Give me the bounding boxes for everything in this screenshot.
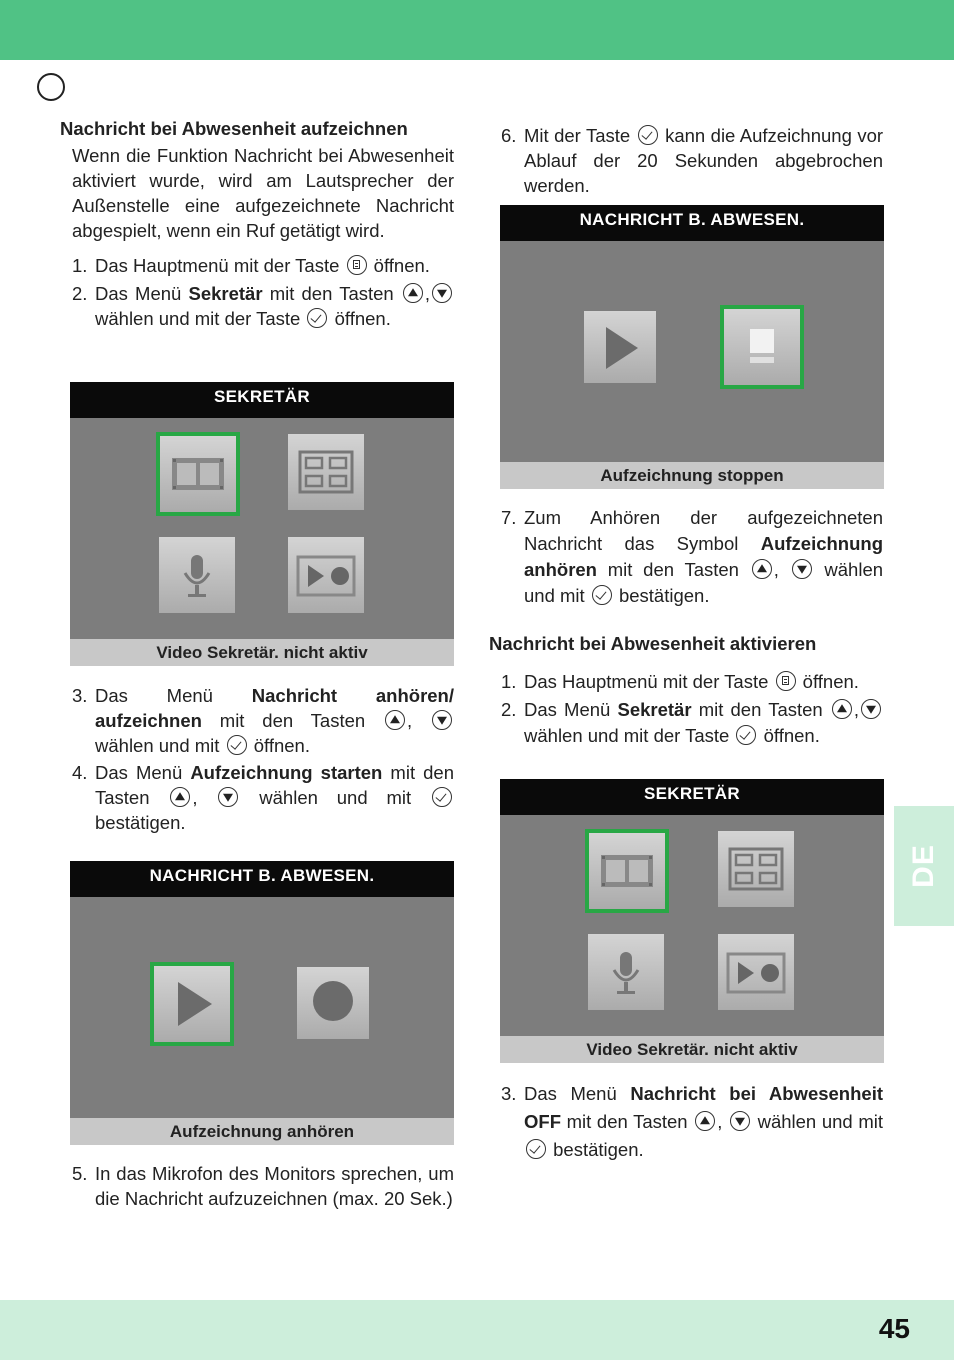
footer-bar xyxy=(0,1300,954,1360)
section-heading-activate: Nachricht bei Abwesenheit aktivieren xyxy=(489,633,817,654)
left-column xyxy=(60,116,454,331)
screen-status-footer: Video Sekretär. nicht aktiv xyxy=(500,1036,884,1063)
step-item: 3. Das Menü Nachricht anhören/ aufzeichnen mit den Tasten , wählen und mit öffnen. xyxy=(72,685,454,756)
video-play-icon[interactable] xyxy=(718,934,794,1010)
up-arrow-button-icon xyxy=(170,787,190,807)
screen-title: SEKRETÄR xyxy=(500,779,884,815)
intro-paragraph: Wenn die Funktion Nachricht bei Abwesenheit aktiviert wurde, wird am Lautsprecher der Außenstelle eine aufgezeichnete Nachricht abgespielt, wenn ein Ruf getätigt wird. xyxy=(72,145,454,241)
screen-title: NACHRICHT B. ABWESEN. xyxy=(500,205,884,241)
language-tab xyxy=(894,806,954,926)
screen-sekretaer-right xyxy=(500,779,884,1063)
ok-button-icon xyxy=(432,787,452,807)
play-icon[interactable] xyxy=(154,966,230,1042)
left-column-step5 xyxy=(60,1161,454,1211)
screen-status-footer: Video Sekretär. nicht aktiv xyxy=(70,639,454,666)
circle-marker xyxy=(37,73,65,101)
ok-button-icon xyxy=(736,725,756,745)
ok-button-icon xyxy=(526,1139,546,1159)
ok-button-icon xyxy=(638,125,658,145)
record-icon[interactable] xyxy=(297,967,369,1039)
down-arrow-button-icon xyxy=(432,283,452,303)
screen-sekretaer-left xyxy=(70,382,454,666)
down-arrow-button-icon xyxy=(218,787,238,807)
grid-icon[interactable] xyxy=(288,434,364,510)
step-item: 4. Das Menü Aufzeichnung starten mit den Tasten , wählen und mit bestätigen. xyxy=(72,762,455,833)
steps-list-record xyxy=(60,253,454,331)
microphone-icon[interactable] xyxy=(588,934,664,1010)
section-heading-record: Nachricht bei Abwesenheit aufzeichnen xyxy=(60,118,408,139)
steps-list-record-4 xyxy=(489,123,883,198)
steps-list-activate-2 xyxy=(489,1080,883,1164)
step-item: 3. Das Menü Nachricht bei Abwesenheit OFF mit den Tasten , wählen und mit bestätigen. xyxy=(501,1083,883,1160)
microphone-icon[interactable] xyxy=(159,537,235,613)
step-item: 2. Das Menü Sekretär mit den Tasten , wählen und mit der Taste öffnen. xyxy=(489,697,883,749)
steps-list-record-5 xyxy=(489,505,883,609)
header-bar xyxy=(0,0,954,60)
step-item: 5. In das Mikrofon des Monitors sprechen, um die Nachricht aufzuzeichnen (max. 20 Sek.) xyxy=(72,1163,454,1209)
step-item: 2. Das Menü Sekretär mit den Tasten , wählen und mit der Taste öffnen. xyxy=(60,281,454,331)
down-arrow-button-icon xyxy=(861,699,881,719)
up-arrow-button-icon xyxy=(695,1111,715,1131)
page-number: 45 xyxy=(878,1313,910,1344)
up-arrow-button-icon xyxy=(403,283,423,303)
screen-title: SEKRETÄR xyxy=(70,382,454,418)
up-arrow-button-icon xyxy=(752,559,772,579)
language-tab-label: DE xyxy=(907,844,940,888)
screen-status-footer: Aufzeichnung stoppen xyxy=(500,462,884,489)
video-play-icon[interactable] xyxy=(288,537,364,613)
ok-button-icon xyxy=(307,308,327,328)
steps-list-record-3 xyxy=(60,1161,454,1211)
play-icon[interactable] xyxy=(584,311,656,383)
up-arrow-button-icon xyxy=(385,710,405,730)
film-icon[interactable] xyxy=(589,833,665,909)
steps-list-activate xyxy=(489,669,883,749)
grid-icon[interactable] xyxy=(718,831,794,907)
ok-button-icon xyxy=(592,585,612,605)
left-column-lower xyxy=(60,683,454,835)
screen-title: NACHRICHT B. ABWESEN. xyxy=(70,861,454,897)
menu-button-icon xyxy=(776,671,796,691)
stop-icon[interactable] xyxy=(724,309,800,385)
film-icon[interactable] xyxy=(160,436,236,512)
up-arrow-button-icon xyxy=(832,699,852,719)
down-arrow-button-icon xyxy=(730,1111,750,1131)
ok-button-icon xyxy=(227,735,247,755)
screen-message-left xyxy=(70,861,454,1145)
right-column-step7 xyxy=(489,505,883,749)
down-arrow-button-icon xyxy=(432,710,452,730)
right-column xyxy=(489,123,883,198)
right-column-step3 xyxy=(489,1080,883,1164)
screen-status-footer: Aufzeichnung anhören xyxy=(70,1118,454,1145)
step-item: 7. Zum Anhören der aufgezeichneten Nachricht das Symbol Aufzeichnung anhören mit den Tasten , wählen und mit bestätigen. xyxy=(501,507,884,606)
step-item: 1. Das Hauptmenü mit der Taste öffnen. xyxy=(501,671,859,692)
step-item: 6. Mit der Taste kann die Aufzeichnung vor Ablauf der 20 Sekunden abgebrochen werden. xyxy=(501,125,884,196)
screen-message-right xyxy=(500,205,884,489)
down-arrow-button-icon xyxy=(792,559,812,579)
menu-button-icon xyxy=(347,255,367,275)
step-item: 1. Das Hauptmenü mit der Taste öffnen. xyxy=(72,255,430,276)
steps-list-record-2 xyxy=(60,683,454,835)
